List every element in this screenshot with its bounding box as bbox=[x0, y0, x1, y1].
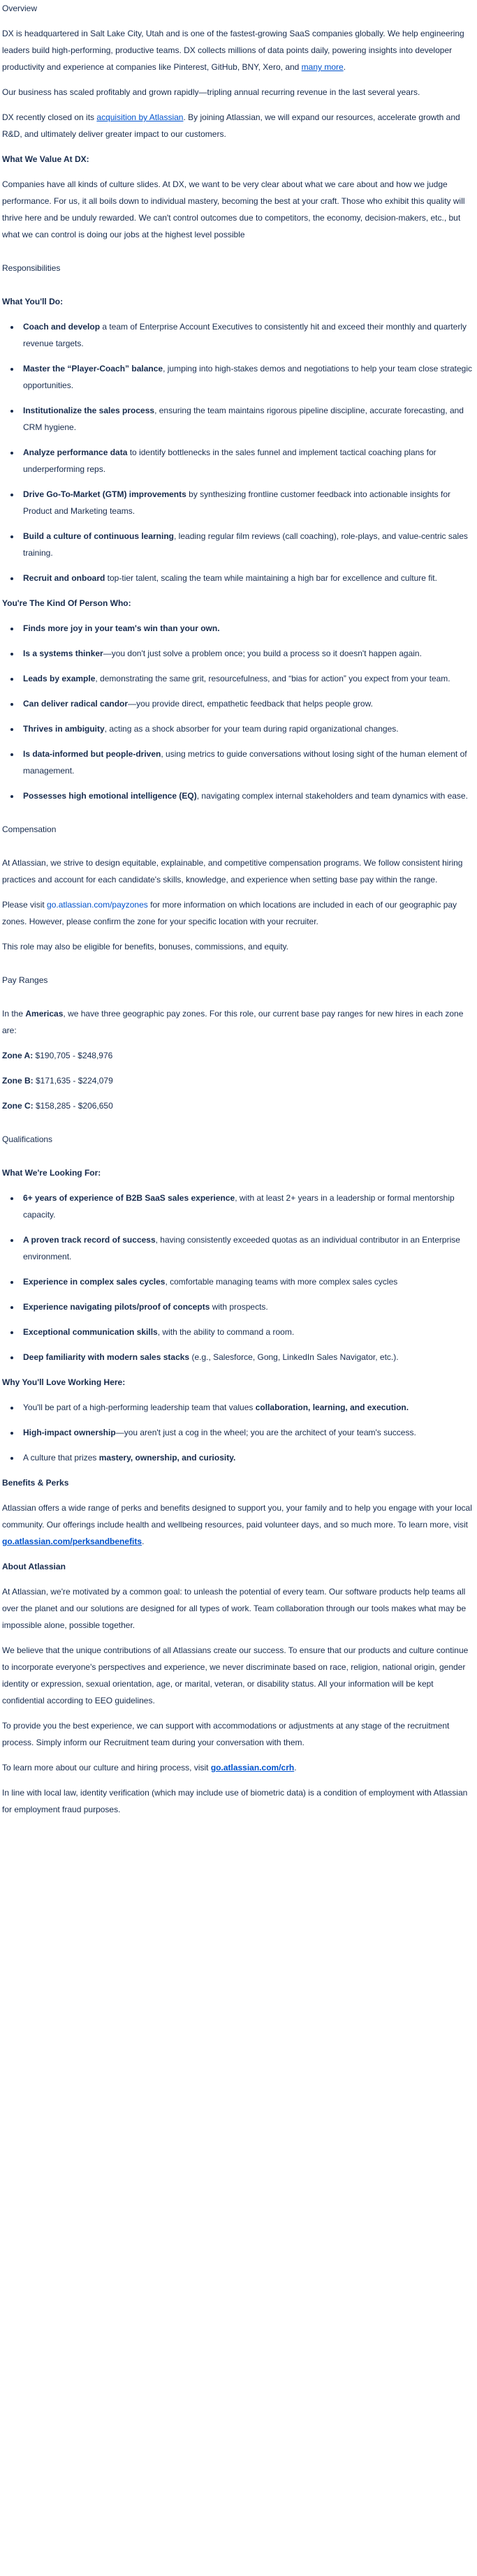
why-love-heading: Why You'll Love Working Here: bbox=[2, 1377, 126, 1387]
values-heading: What We Value At DX: bbox=[2, 154, 89, 164]
benefits-heading: Benefits & Perks bbox=[2, 1478, 69, 1488]
list-item: • Experience navigating pilots/proof of concepts with prospects. bbox=[20, 1298, 475, 1315]
overview-paragraph-3: DX recently closed on its acquisition by Atlassian. By joining Atlassian, we will expand our resources, accelerate growth and R&D, and ultimately deliver greater impact to our customers. bbox=[2, 112, 460, 139]
compensation-paragraph-1: At Atlassian, we strive to design equitable, explainable, and competitive compensation programs. We follow consistent hiring practices and account for each candidate's skills, knowledge, and experience when setting base pay within the range. bbox=[2, 858, 463, 884]
compensation-paragraph-3: This role may also be eligible for benefits, bonuses, commissions, and equity. bbox=[2, 942, 288, 952]
looking-for-heading: What We're Looking For: bbox=[2, 1168, 101, 1178]
list-item: • Recruit and onboard top-tier talent, scaling the team while maintaining a high bar for excellence and culture fit. bbox=[20, 570, 475, 586]
perks-benefits-link[interactable]: go.atlassian.com/perksandbenefits bbox=[2, 1537, 142, 1546]
list-item: • You'll be part of a high-performing leadership team that values collaboration, learning, and execution. bbox=[20, 1399, 475, 1416]
why-love-list bbox=[2, 1399, 475, 1466]
overview-paragraph-2: Our business has scaled profitably and grown rapidly—tripling annual recurring revenue in the last several years. bbox=[2, 87, 420, 97]
list-item: • Experience in complex sales cycles, comfortable managing teams with more complex sales cycles bbox=[20, 1273, 475, 1290]
list-item: • Drive Go-To-Market (GTM) improvements by synthesizing frontline customer feedback into actionable insights for Product and Marketing teams. bbox=[20, 486, 475, 519]
list-item: • 6+ years of experience of B2B SaaS sales experience, with at least 2+ years in a leadership or formal mentorship capacity. bbox=[20, 1190, 475, 1223]
list-item: • High-impact ownership—you aren't just a cog in the wheel; you are the architect of your team's success. bbox=[20, 1424, 475, 1441]
pay-zone-b: Zone B: $171,635 - $224,079 bbox=[2, 1076, 113, 1086]
list-item: • Thrives in ambiguity, acting as a shock absorber for your team during rapid organizational changes. bbox=[20, 720, 475, 737]
about-paragraph-3: To provide you the best experience, we can support with accommodations or adjustments at any stage of the recruitment process. Simply inform our Recruitment team during your conversation with them. bbox=[2, 1721, 450, 1747]
list-item: • Finds more joy in your team's win than your own. bbox=[20, 620, 475, 637]
acquisition-link[interactable]: acquisition by Atlassian bbox=[96, 112, 184, 122]
what-youll-do-list bbox=[2, 318, 475, 586]
about-paragraph-2: We believe that the unique contributions of all Atlassians create our success. To ensure that our products and culture continue to incorporate everyone's perspectives and experience, we never discriminate based on race, religion, national origin, gender identity or expression, sexual orientation, age, or marital, veteran, or disability status. All your information will be kept confidential according to EEO guidelines. bbox=[2, 1645, 469, 1705]
compensation-paragraph-2: Please visit go.atlassian.com/payzones for more information on which locations are included in each of our geographic pay zones. However, please confirm the zone for your specific location with your recruiter. bbox=[2, 900, 457, 926]
section-label-qualifications: Qualifications bbox=[2, 1134, 53, 1144]
section-label-compensation: Compensation bbox=[2, 824, 57, 834]
list-item: • Possesses high emotional intelligence (EQ), navigating complex internal stakeholders and team dynamics with ease. bbox=[20, 787, 475, 804]
list-item: • Build a culture of continuous learning, leading regular film reviews (call coaching), role-plays, and value-centric sales training. bbox=[20, 528, 475, 561]
list-item: • Master the “Player-Coach” balance, jumping into high-stakes demos and negotiations to help your team close strategic opportunities. bbox=[20, 360, 475, 394]
about-paragraph-5: In line with local law, identity verification (which may include use of biometric data) is a condition of employment with Atlassian for employment fraud purposes. bbox=[2, 1788, 468, 1814]
about-paragraph-1: At Atlassian, we're motivated by a common goal: to unleash the potential of every team. Our software products help teams all over the planet and our solutions are designed for all types of work. Team collaboration through our tools makes what may be impossible alone, possible together. bbox=[2, 1587, 467, 1630]
section-label-pay-ranges: Pay Ranges bbox=[2, 975, 48, 985]
list-item: • Is data-informed but people-driven, using metrics to guide conversations without losing sight of the human element of management. bbox=[20, 746, 475, 779]
about-atlassian-heading: About Atlassian bbox=[2, 1562, 66, 1571]
about-paragraph-4: To learn more about our culture and hiring process, visit go.atlassian.com/crh. bbox=[2, 1763, 297, 1772]
section-label-responsibilities: Responsibilities bbox=[2, 263, 61, 273]
list-item: • A culture that prizes mastery, ownership, and curiosity. bbox=[20, 1449, 475, 1466]
values-paragraph: Companies have all kinds of culture slides. At DX, we want to be very clear about what we care about and how we judge performance. For us, it all boils down to individual mastery, becoming the best at your craft. Those who exhibit this quality will thrive here and be unduly rewarded. We can't control outcomes due to competitors, the economy, decision-makers, etc., but what we can control is doing our jobs at the highest level possible bbox=[2, 179, 465, 239]
list-item: • A proven track record of success, having consistently exceeded quotas as an individual contributor in an Enterprise environment. bbox=[20, 1231, 475, 1265]
payzones-link[interactable]: go.atlassian.com/payzones bbox=[47, 900, 148, 910]
section-label-overview: Overview bbox=[2, 3, 38, 13]
crh-link[interactable]: go.atlassian.com/crh bbox=[210, 1763, 295, 1772]
list-item: • Exceptional communication skills, with the ability to command a room. bbox=[20, 1324, 475, 1340]
list-item: • Institutionalize the sales process, ensuring the team maintains rigorous pipeline discipline, accurate forecasting, and CRM hygiene. bbox=[20, 402, 475, 436]
list-item: • Leads by example, demonstrating the same grit, resourcefulness, and “bias for action” you expect from your team. bbox=[20, 670, 475, 687]
kind-of-person-list bbox=[2, 620, 475, 804]
many-more-link[interactable]: many more bbox=[301, 62, 344, 72]
overview-paragraph-1: DX is headquartered in Salt Lake City, Utah and is one of the fastest-growing SaaS companies globally. We help engineering leaders build high-performing, productive teams. DX collects millions of data points daily, powering insights into developer productivity and experience at companies like Pinterest, GitHub, BNY, Xero, and many more. bbox=[2, 29, 464, 72]
kind-of-person-heading: You're The Kind Of Person Who: bbox=[2, 598, 131, 608]
pay-zone-a: Zone A: $190,705 - $248,976 bbox=[2, 1051, 113, 1060]
benefits-paragraph: Atlassian offers a wide range of perks and benefits designed to support you, your family and to help you engage with your local community. Our offerings include health and wellbeing resources, paid volunteer days, and so much more. To learn more, visit go.atlassian.com/perksandbenefits. bbox=[2, 1503, 472, 1546]
pay-ranges-intro: In the Americas, we have three geographic pay zones. For this role, our current base pay ranges for new hires in each zone are: bbox=[2, 1009, 464, 1035]
list-item: • Can deliver radical candor—you provide direct, empathetic feedback that helps people grow. bbox=[20, 695, 475, 712]
looking-for-list bbox=[2, 1190, 475, 1365]
list-item: • Is a systems thinker—you don't just solve a problem once; you build a process so it doesn't happen again. bbox=[20, 645, 475, 662]
what-youll-do-heading: What You'll Do: bbox=[2, 297, 64, 306]
list-item: • Analyze performance data to identify bottlenecks in the sales funnel and implement tactical coaching plans for underperforming reps. bbox=[20, 444, 475, 478]
list-item: • Coach and develop a team of Enterprise Account Executives to consistently hit and exceed their monthly and quarterly revenue targets. bbox=[20, 318, 475, 352]
pay-zone-c: Zone C: $158,285 - $206,650 bbox=[2, 1101, 113, 1111]
list-item: • Deep familiarity with modern sales stacks (e.g., Salesforce, Gong, LinkedIn Sales Navigator, etc.). bbox=[20, 1349, 475, 1365]
